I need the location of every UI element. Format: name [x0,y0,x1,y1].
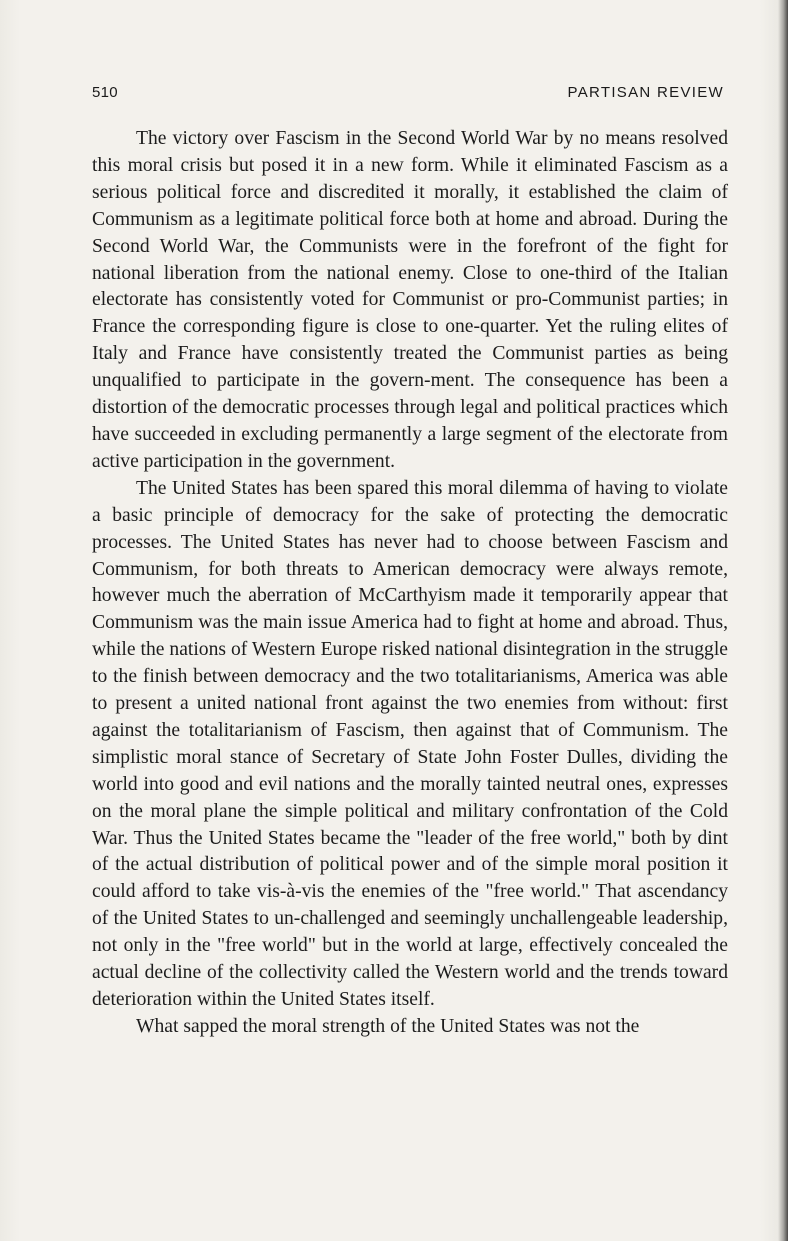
page-number: 510 [92,84,118,101]
paragraph: The victory over Fascism in the Second World War by no means resolved this moral crisis but posed it in a new form. While it eliminated Fascism as a serious political force and discredited it morally, it established the claim of Communism as a legitimate political force both at home and abroad. During the Second World War, the Communists were in the forefront of the fight for national liberation from the national enemy. Close to one-third of the Italian electorate has consistently voted for Communist or pro-Communist parties; in France the corresponding figure is close to one-quarter. Yet the ruling elites of Italy and France have consistently treated the Communist parties as being unqualified to participate in the govern-ment. The consequence has been a distortion of the democratic processes through legal and political practices which have succeeded in excluding permanently a large segment of the electorate from active participation in the government. [92,128,728,472]
journal-title: PARTISAN REVIEW [567,84,724,101]
body-text [92,126,728,1041]
running-head [92,84,724,106]
page-binding-edge [778,0,788,1241]
paragraph: What sapped the moral strength of the United States was not the [136,1015,640,1037]
paragraph: The United States has been spared this moral dilemma of having to violate a basic principle of democracy for the sake of protecting the democratic processes. The United States has never had to choose between Fascism and Communism, for both threats to American democracy were always remote, however much the aberration of McCarthyism made it temporarily appear that Communism was the main issue America had to fight at home and abroad. Thus, while the nations of Western Europe risked national disintegration in the struggle to the finish between democracy and the two totalitarianisms, America was able to present a united national front against the two enemies from without: first against the totalitarianism of Fascism, then against that of Communism. The simplistic moral stance of Secretary of State John Foster Dulles, dividing the world into good and evil nations and the morally tainted neutral ones, expresses on the moral plane the simple political and military confrontation of the Cold War. Thus the United States became the "leader of the free world," both by dint of the actual distribution of political power and of the simple moral position it could afford to take vis-à-vis the enemies of the "free world." That ascendancy of the United States to un-challenged and seemingly unchallengeable leadership, not only in the "free world" but in the world at large, effectively concealed the actual decline of the collectivity called the Western world and the trends toward deterioration within the United States itself. [92,477,728,1010]
